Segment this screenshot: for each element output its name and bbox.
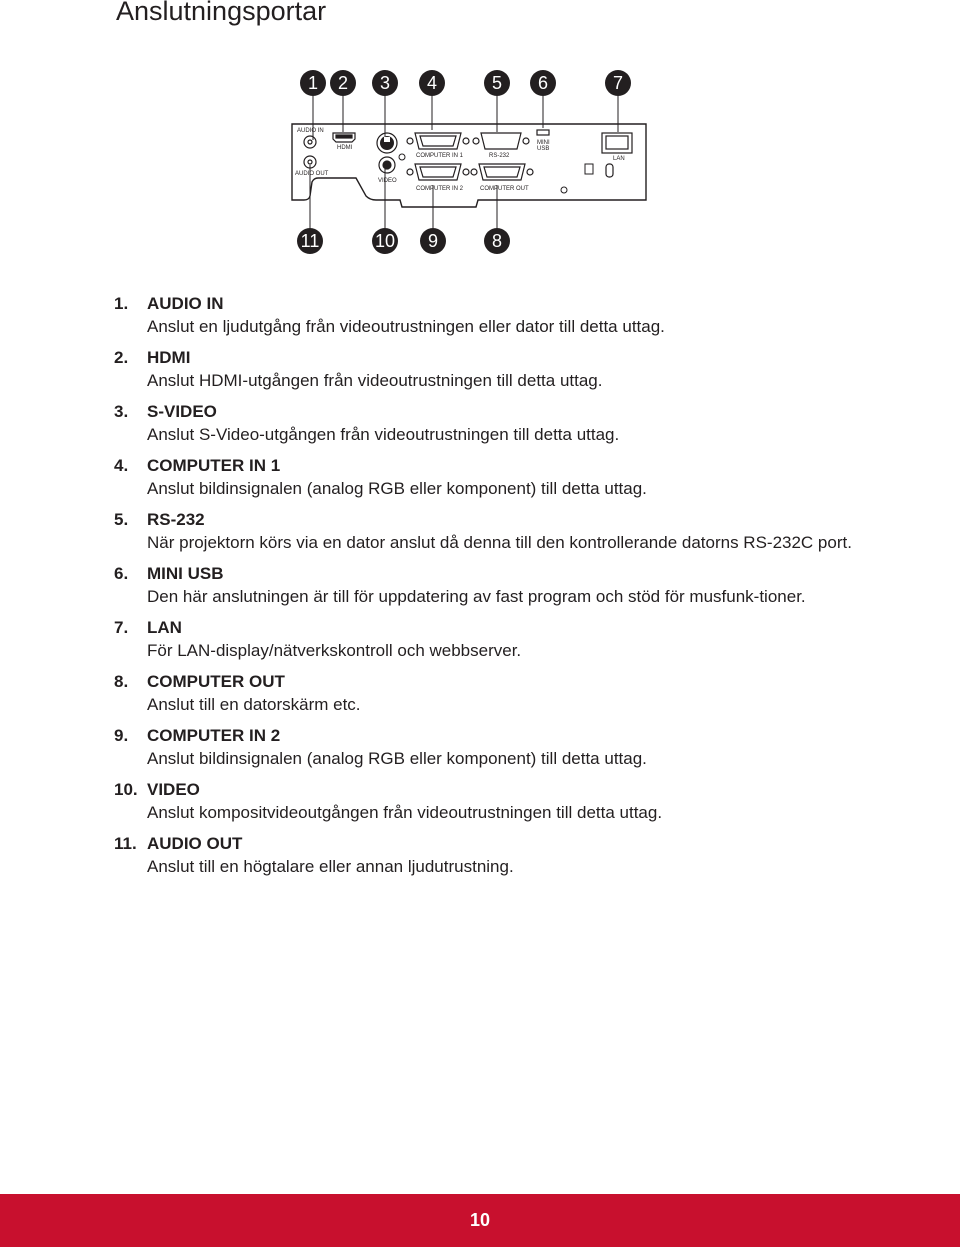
list-item-s-video xyxy=(114,401,854,446)
computer-in-2-port xyxy=(407,164,469,180)
callout-3: 3 xyxy=(379,73,391,93)
callout-5: 5 xyxy=(491,73,503,93)
callout-6: 6 xyxy=(537,73,549,93)
page-number: 10 xyxy=(469,1210,491,1230)
connector-panel-diagram xyxy=(0,0,960,280)
list-item-computer-in-1 xyxy=(114,455,854,500)
item-number: 7. xyxy=(114,618,129,637)
item-description: Anslut bildinsignalen (analog RGB eller komponent) till detta uttag. xyxy=(147,479,647,498)
item-description: Den här anslutningen är till för uppdatering av fast program och stöd för musfunk-tioner. xyxy=(147,587,806,606)
item-heading: AUDIO OUT xyxy=(147,834,243,853)
screw-icon xyxy=(561,187,567,193)
item-number: 6. xyxy=(114,564,129,583)
label-audio-in: AUDIO IN xyxy=(297,128,324,134)
item-heading: MINI USB xyxy=(147,564,224,583)
callout-8: 8 xyxy=(491,231,503,251)
list-item-audio-in xyxy=(114,293,854,338)
callout-7: 7 xyxy=(612,73,624,93)
page-footer-bar xyxy=(0,1194,960,1247)
list-item-computer-in-2 xyxy=(114,725,854,770)
label-computer-in-2: COMPUTER IN 2 xyxy=(416,186,464,192)
item-number: 11. xyxy=(114,834,137,853)
item-number: 5. xyxy=(114,510,129,529)
label-lan: LAN xyxy=(613,156,625,162)
callout-9: 9 xyxy=(427,231,439,251)
item-description: Anslut kompositvideoutgången från videoutrustningen till detta uttag. xyxy=(147,803,663,822)
top-leader-lines xyxy=(313,96,618,140)
callout-11: 11 xyxy=(300,231,320,251)
bottom-leader-lines xyxy=(310,165,497,228)
item-heading: AUDIO IN xyxy=(147,294,224,313)
label-mini-usb-1: MINI xyxy=(537,140,550,146)
item-number: 9. xyxy=(114,726,129,745)
video-rca-port xyxy=(379,157,395,173)
item-description: När projektorn körs via en dator anslut då denna till den kontrollerande datorns RS-232C port. xyxy=(147,533,852,552)
computer-in-1-port xyxy=(407,133,469,149)
list-item-hdmi xyxy=(114,347,854,392)
top-callouts xyxy=(300,70,631,96)
item-heading: COMPUTER IN 2 xyxy=(147,726,281,745)
list-item-rs232 xyxy=(114,509,854,554)
item-heading: VIDEO xyxy=(147,780,200,799)
item-description: Anslut S-Video-utgången från videoutrustningen till detta uttag. xyxy=(147,425,620,444)
callout-10: 10 xyxy=(374,231,396,251)
label-video: VIDEO xyxy=(378,178,397,184)
page-title: Anslutningsportar xyxy=(116,0,327,26)
label-audio-out: AUDIO OUT xyxy=(295,171,329,177)
list-item-lan xyxy=(114,617,854,662)
item-description: Anslut bildinsignalen (analog RGB eller komponent) till detta uttag. xyxy=(147,749,647,768)
label-rs232: RS-232 xyxy=(489,153,510,159)
item-number: 1. xyxy=(114,294,129,313)
rs232-port xyxy=(473,133,529,149)
item-description: För LAN-display/nätverkskontroll och webbserver. xyxy=(147,641,522,660)
label-mini-usb-2: USB xyxy=(537,146,550,152)
item-heading: HDMI xyxy=(147,348,191,367)
item-description: Anslut en ljudutgång från videoutrustningen eller dator till detta uttag. xyxy=(147,317,665,336)
computer-out-port xyxy=(471,164,533,180)
audio-jacks xyxy=(304,136,316,168)
label-hdmi: HDMI xyxy=(337,145,353,151)
kensington-lock-icon xyxy=(585,164,593,174)
label-computer-out: COMPUTER OUT xyxy=(480,186,529,192)
item-number: 2. xyxy=(114,348,129,367)
list-item-mini-usb xyxy=(114,563,854,608)
callout-4: 4 xyxy=(426,73,438,93)
list-item-video xyxy=(114,779,854,824)
item-heading: COMPUTER IN 1 xyxy=(147,456,281,475)
item-number: 3. xyxy=(114,402,129,421)
item-heading: RS-232 xyxy=(147,510,205,529)
hdmi-port xyxy=(333,133,355,142)
item-heading: COMPUTER OUT xyxy=(147,672,285,691)
label-computer-in-1: COMPUTER IN 1 xyxy=(416,153,464,159)
lan-port xyxy=(602,133,632,153)
list-item-audio-out xyxy=(114,833,854,878)
bottom-callouts xyxy=(297,228,510,254)
item-number: 4. xyxy=(114,456,129,475)
port-description-list xyxy=(114,293,854,878)
connector-panel-svg xyxy=(0,0,960,280)
list-item-computer-out xyxy=(114,671,854,716)
item-number: 8. xyxy=(114,672,129,691)
callout-1: 1 xyxy=(307,73,319,93)
mini-usb-port xyxy=(537,130,549,135)
item-heading: LAN xyxy=(147,618,182,637)
s-video-port xyxy=(377,133,405,160)
item-description: Anslut till en datorskärm etc. xyxy=(147,695,361,714)
item-heading: S-VIDEO xyxy=(147,402,217,421)
item-description: Anslut HDMI-utgången från videoutrustningen till detta uttag. xyxy=(147,371,603,390)
callout-2: 2 xyxy=(337,73,349,93)
item-description: Anslut till en högtalare eller annan ljudutrustning. xyxy=(147,857,514,876)
item-number: 10. xyxy=(114,780,138,799)
